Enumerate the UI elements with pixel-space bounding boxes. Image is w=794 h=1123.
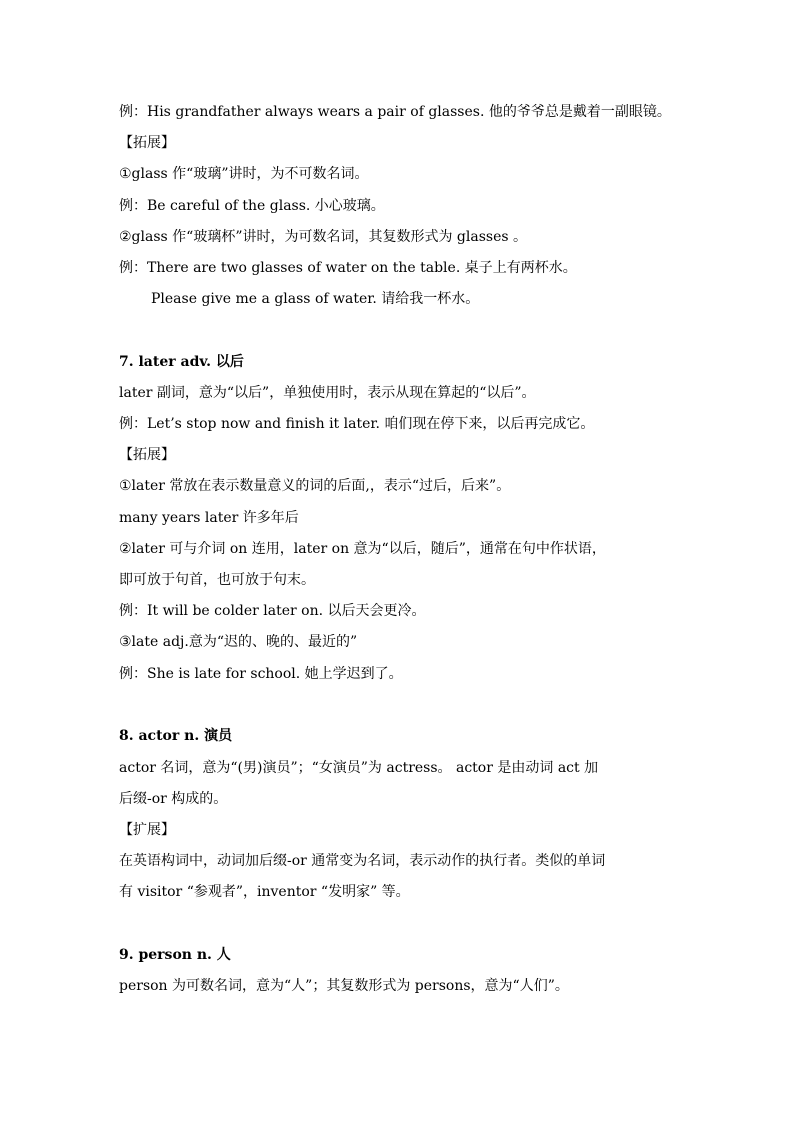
section-extension-label: 【拓展】	[119, 135, 175, 151]
example-many-years-later: many years later 许多年后	[119, 510, 299, 526]
later-definition: later 副词，意为“以后”，单独使用时，表示从现在算起的“以后”。	[119, 385, 536, 401]
glass-uncountable-note: ①glass 作“玻璃”讲时，为不可数名词。	[119, 166, 369, 182]
heading-actor: 8. actor n. 演员	[119, 728, 233, 744]
suffix-or-examples: 有 visitor “参观者”，inventor “发明家” 等。	[119, 884, 410, 900]
later-on-note: ②later 可与介词 on 连用，later on 意为“以后，随后”，通常在句中作状语，	[119, 541, 606, 557]
example-two-glasses: 例：There are two glasses of water on the table. 桌子上有两杯水。	[119, 260, 577, 276]
example-finish-later: 例：Let’s stop now and finish it later. 咱们现在停下来，以后再完成它。	[119, 416, 595, 432]
section-extension-label: 【扩展】	[119, 822, 175, 838]
glass-countable-note: ②glass 作“玻璃杯”讲时，为可数名词，其复数形式为 glasses 。	[119, 229, 527, 245]
example-glass-water: Please give me a glass of water. 请给我一杯水。	[151, 291, 480, 307]
example-colder-later: 例：It will be colder later on. 以后天会更冷。	[119, 603, 426, 619]
actor-definition: actor 名词，意为“(男)演员”；“女演员”为 actress。 actor 是由动词 act 加	[119, 760, 599, 776]
example-glass-careful: 例：Be careful of the glass. 小心玻璃。	[119, 198, 385, 214]
example-glasses: 例：His grandfather always wears a pair of glasses. 他的爷爷总是戴着一副眼镜。	[119, 104, 671, 120]
heading-person: 9. person n. 人	[119, 947, 231, 963]
later-on-note-cont: 即可放于句首，也可放于句末。	[119, 572, 315, 588]
example-late-school: 例：She is late for school. 她上学迟到了。	[119, 666, 403, 682]
section-extension-label: 【拓展】	[119, 447, 175, 463]
actor-definition-cont: 后缀-or 构成的。	[119, 791, 228, 807]
later-quantity-note: ①later 常放在表示数量意义的词的后面,，表示“过后，后来”。	[119, 478, 511, 494]
heading-later: 7. later adv. 以后	[119, 354, 244, 370]
late-adj-note: ③late adj.意为“迟的、晚的、最近的”	[119, 634, 358, 650]
suffix-or-note: 在英语构词中，动词加后缀-or 通常变为名词，表示动作的执行者。类似的单词	[119, 853, 606, 869]
person-definition: person 为可数名词，意为“人”；其复数形式为 persons，意为“人们”。	[119, 978, 569, 994]
